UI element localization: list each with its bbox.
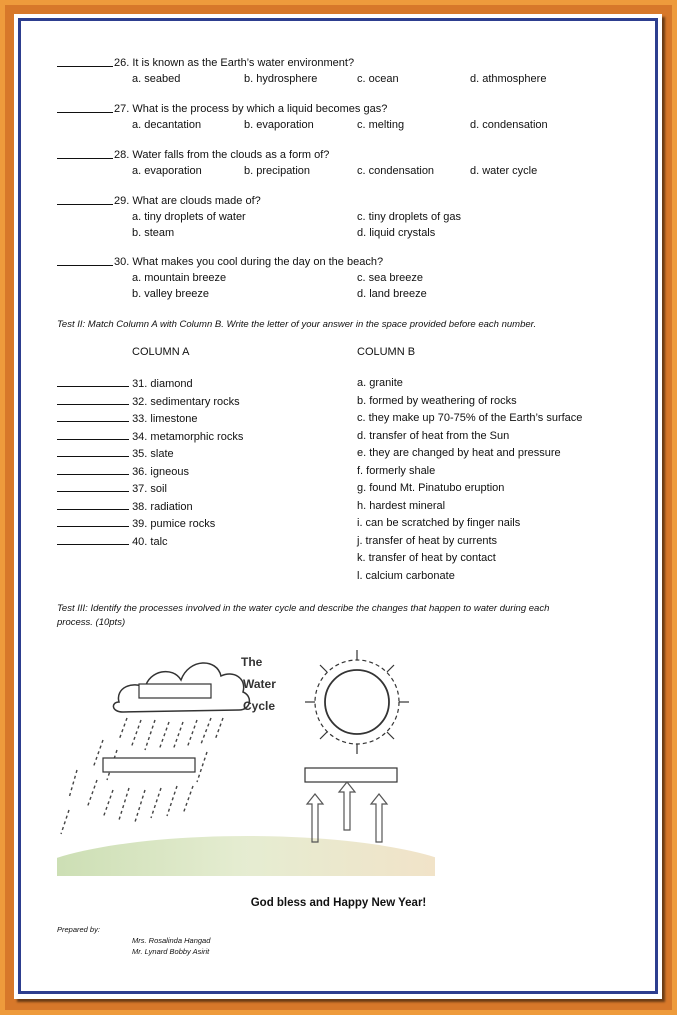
column-a-header: COLUMN A [132,346,190,358]
evaporation-arrows [307,782,387,842]
choice-c: c. condensation [357,165,435,177]
choice-d: d. liquid crystals [357,227,436,239]
column-a-text: 32. sedimentary rocks [132,395,240,408]
choice-d: d. land breeze [357,288,427,300]
column-b-item: k. transfer of heat by contact [357,552,496,564]
column-a-text: 40. talc [132,535,168,548]
choice-d: d. athmosphere [470,73,547,85]
column-a-text: 37. soil [132,483,167,495]
choice-b: b. valley breeze [132,288,210,300]
test3-instructions-line1: Test III: Identify the processes involved in the water cycle and describe the changes that happen to water during each [57,603,550,614]
answer-blank[interactable] [57,103,113,117]
choice-a: a. evaporation [132,165,202,177]
choice-b: b. steam [132,227,175,239]
column-b-item: l. calcium carbonate [357,569,455,582]
answer-blank[interactable] [57,535,129,545]
column-b-item: d. transfer of heat from the Sun [357,429,510,442]
column-a-item [57,412,198,426]
answer-blank[interactable] [57,430,129,440]
column-a-text: 38. radiation [132,500,193,513]
column-b-item: j. transfer of heat by currents [357,534,498,547]
choice-a: a. tiny droplets of water [132,211,246,223]
question-text: 30. What makes you cool during the day on the beach? [114,256,384,268]
choice-c: c. sea breeze [357,272,424,284]
column-b-item: i. can be scratched by finger nails [357,517,521,529]
column-a-item [57,447,174,461]
question-text: 26. It is known as the Earth’s water environment? [114,57,355,69]
choice-b: b. hydrosphere [244,73,318,85]
column-a-text: 31. diamond [132,378,193,390]
column-a-text: 36. igneous [132,465,189,478]
rain-icon [61,718,223,834]
answer-box-evaporation[interactable] [305,768,397,782]
choice-a: a. decantation [132,119,202,131]
sun-icon [305,650,409,754]
answer-box-condensation[interactable] [139,684,211,698]
column-a-text: 33. limestone [132,413,198,425]
diagram-title-line1: The [241,655,263,669]
column-b-item: b. formed by weathering of rocks [357,394,517,407]
answer-blank[interactable] [57,195,113,209]
column-a-text: 34. metamorphic rocks [132,430,244,443]
column-a-item [57,500,193,514]
answer-blank[interactable] [57,447,129,457]
answer-blank[interactable] [57,377,129,387]
choice-d: d. condensation [470,119,548,131]
answer-blank[interactable] [57,256,113,270]
column-a-item [57,395,240,409]
choice-a: a. seabed [132,73,181,85]
diagram-title-line2: Water [243,677,276,691]
column-b-header: COLUMN B [357,346,416,358]
answer-blank[interactable] [57,482,129,492]
column-a-item [57,535,168,549]
column-a-text: 35. slate [132,448,174,460]
answer-blank[interactable] [57,500,129,510]
column-a-item [57,430,243,444]
answer-blank[interactable] [57,517,129,527]
column-b-item: c. they make up 70-75% of the Earth’s surface [357,412,583,424]
choice-a: a. mountain breeze [132,272,227,284]
question-text: 28. Water falls from the clouds as a form of? [114,149,330,161]
column-b-item: e. they are changed by heat and pressure [357,447,561,459]
preparer-2: Mr. Lynard Bobby Asirit [132,947,210,956]
choice-c: c. ocean [357,73,399,85]
choice-c: c. melting [357,119,405,131]
water-cycle-diagram [57,640,435,876]
answer-blank[interactable] [57,149,113,163]
column-a-item [57,517,215,531]
choice-b: b. evaporation [244,119,314,131]
closing-message: God bless and Happy New Year! [250,897,427,909]
answer-box-precipitation[interactable] [103,758,195,772]
question-text: 29. What are clouds made of? [114,195,261,207]
diagram-title-line3: Cycle [243,699,276,713]
choice-b: b. precipation [244,165,311,177]
column-a-item [57,482,167,496]
column-a-item [57,377,193,391]
column-b-item: h. hardest mineral [357,499,446,512]
choice-c: c. tiny droplets of gas [357,211,461,223]
test3-instructions-line2: process. (10pts) [57,617,126,628]
column-b-item: g. found Mt. Pinatubo eruption [357,482,505,494]
prepared-by-label: Prepared by: [57,925,100,934]
column-a-text: 39. pumice rocks [132,518,216,530]
answer-blank[interactable] [57,57,113,71]
choice-d: d. water cycle [470,165,538,177]
column-b-item: f. formerly shale [357,464,436,477]
answer-blank[interactable] [57,395,129,405]
column-a-item [57,465,189,479]
column-b-item: a. granite [357,377,403,389]
answer-blank[interactable] [57,412,129,422]
preparer-1: Mrs. Rosalinda Hangad [132,936,211,945]
answer-blank[interactable] [57,465,129,475]
question-text: 27. What is the process by which a liquid becomes gas? [114,103,388,115]
test2-instructions: Test II: Match Column A with Column B. Write the letter of your answer in the space provided before each number. [57,319,537,330]
